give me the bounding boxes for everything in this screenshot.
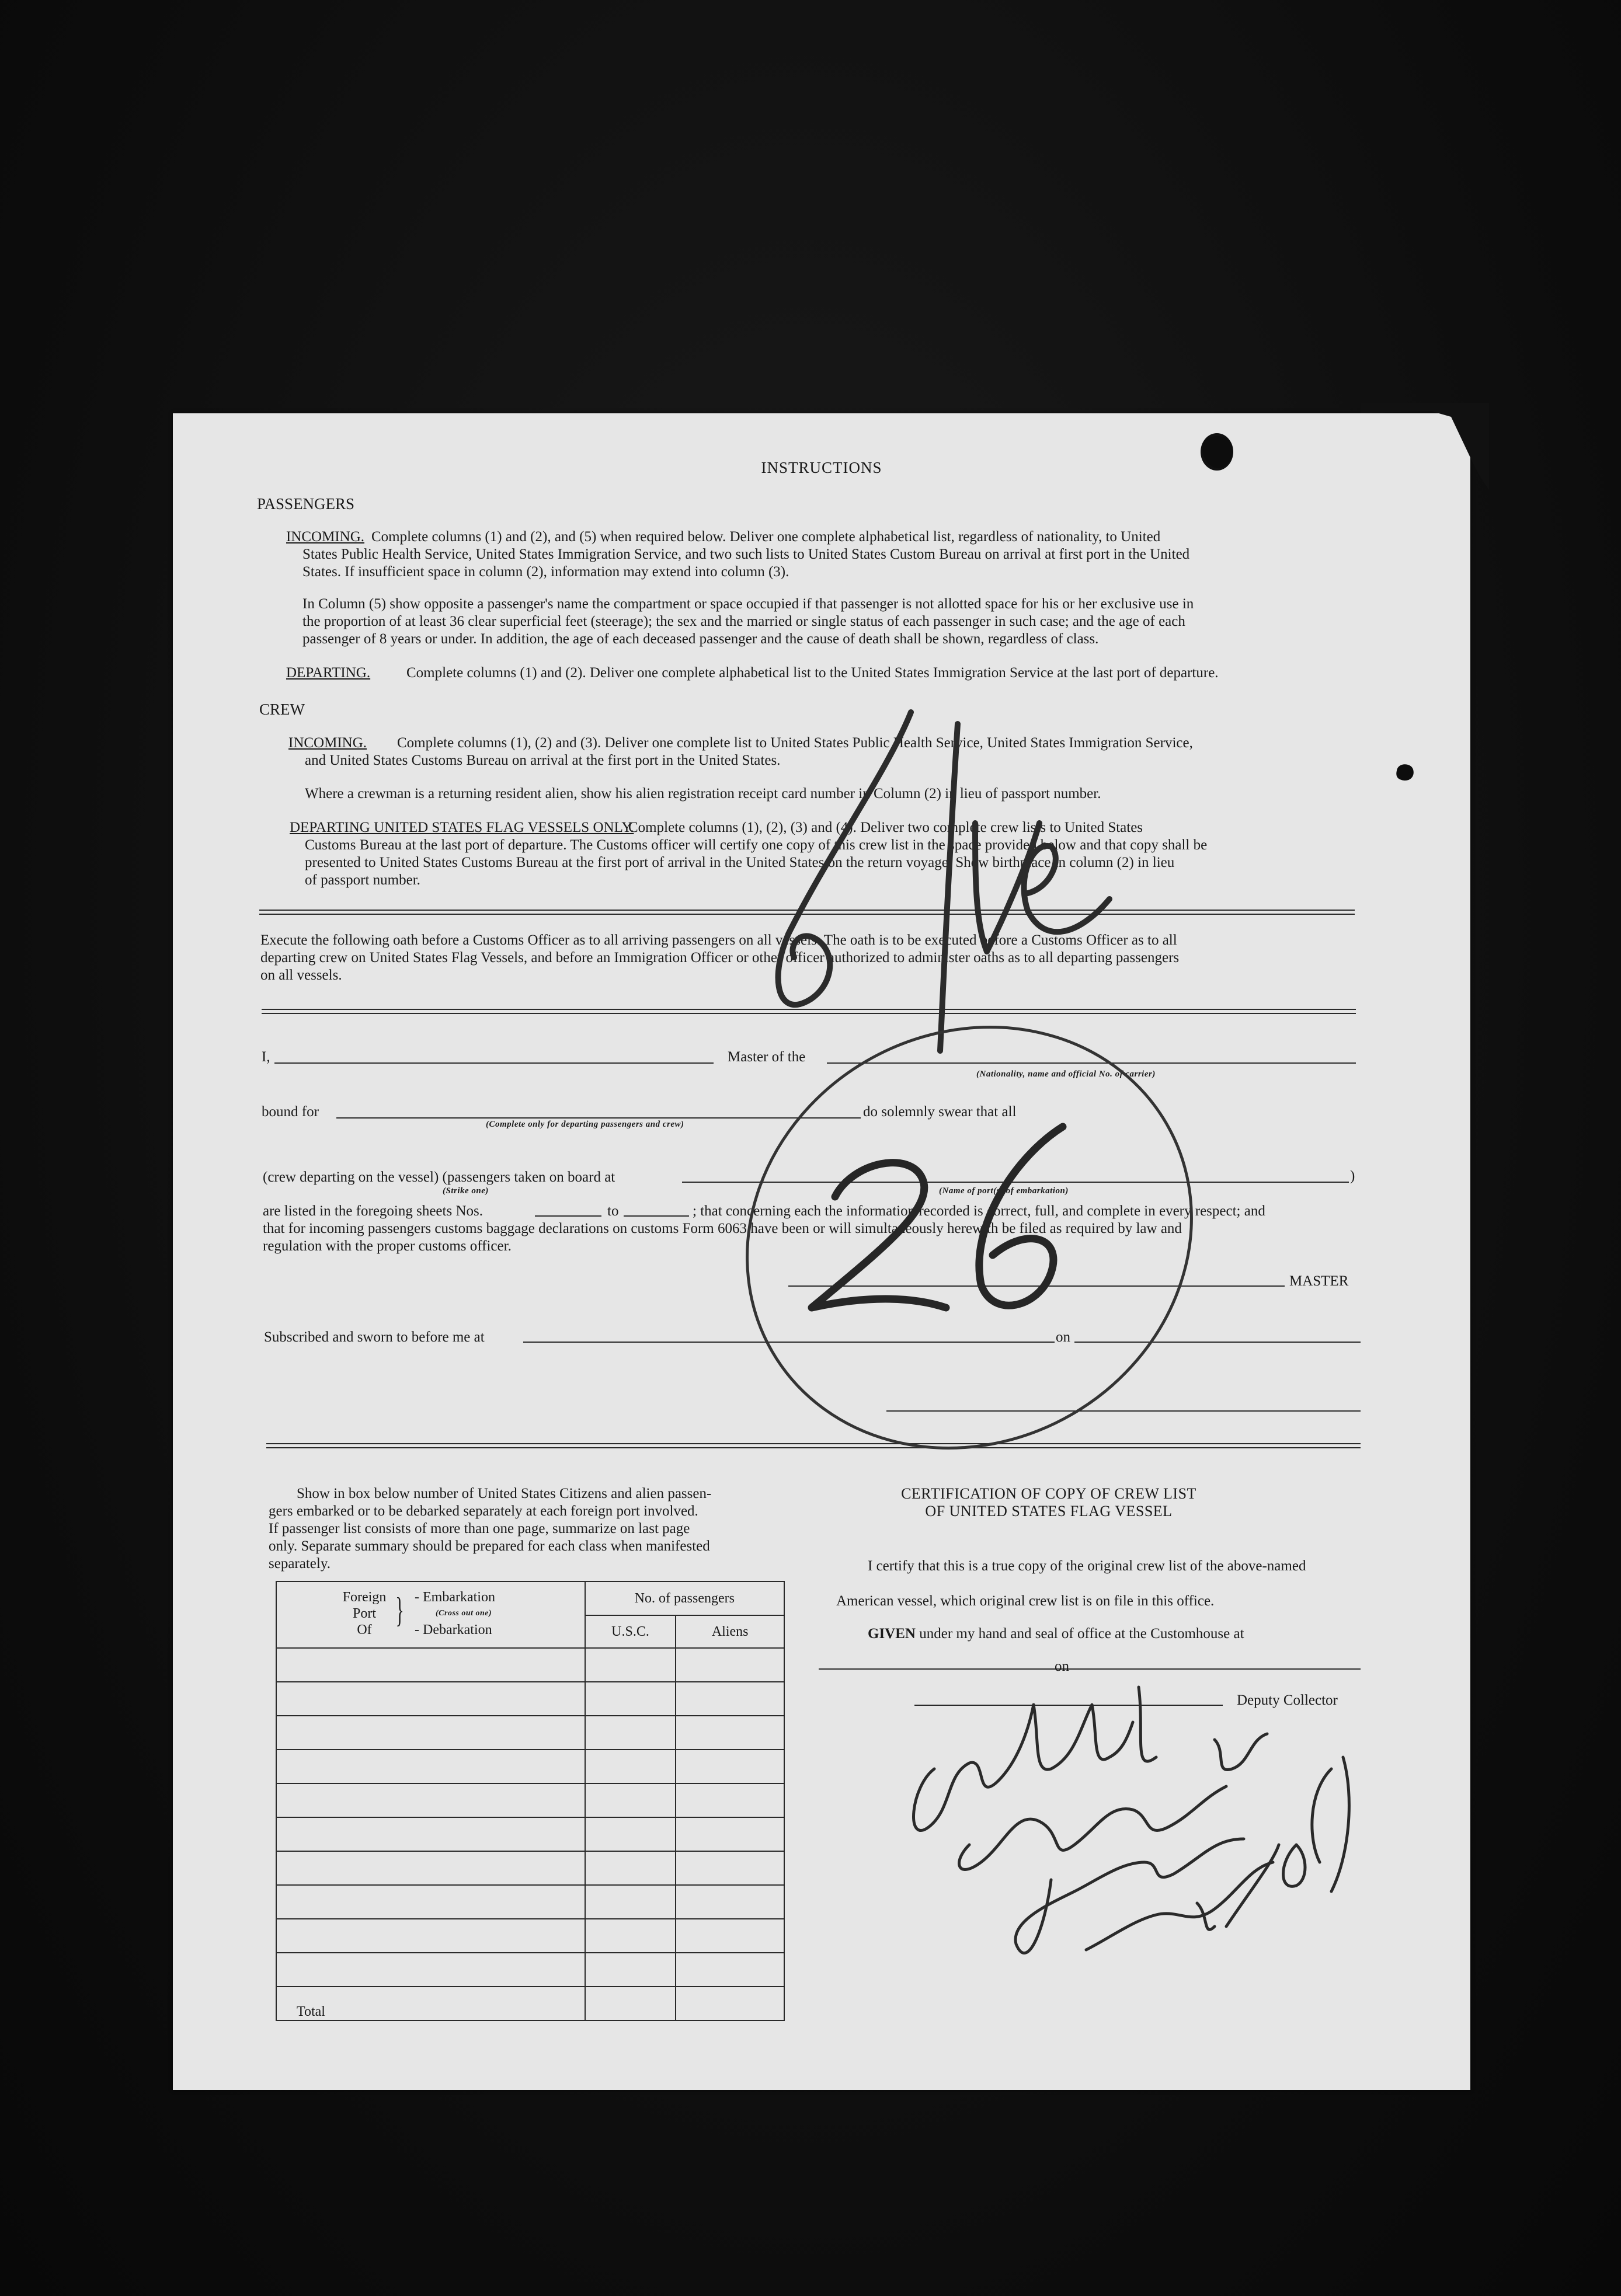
aliens-cell[interactable] [676,1648,784,1682]
port-cell[interactable] [276,1783,585,1817]
crew-incoming-label: INCOMING. [288,735,367,751]
summary-row [276,1919,784,1953]
oath-i-label: I, [262,1049,270,1065]
certification-title-line2: OF UNITED STATES FLAG VESSEL [925,1503,1173,1520]
crew-resident-alien: Where a crewman is a returning resident alien, show his alien registration receipt card number in Column (2) in lieu of passport number. [305,786,1101,802]
certification-title-line1: CERTIFICATION OF COPY OF CREW LIST [901,1485,1196,1502]
crew-departing-line1: Complete columns (1), (2), (3) and (4). Deliver two complete crew lists to United States [628,820,1143,835]
hole-punch-right [1393,760,1417,783]
port-cell[interactable] [276,1885,585,1919]
deputy-collector-label: Deputy Collector [1237,1692,1338,1708]
summary-instruction-line4: only. Separate summary should be prepared for each class when manifested [269,1538,710,1554]
summary-row [276,1750,784,1783]
aliens-cell[interactable] [676,1716,784,1750]
summary-instruction-line5: separately. [269,1556,331,1572]
handwritten-circled-26 [689,1004,1238,1471]
debarkation-label: - Debarkation [415,1622,492,1637]
oath-subscribed-label: Subscribed and sworn to before me at [264,1329,485,1345]
handwritten-signature [899,1670,1366,1985]
port-cell[interactable] [276,1817,585,1851]
aliens-cell[interactable] [676,1885,784,1919]
total-usc-cell[interactable] [585,1987,676,2020]
oath-master-label: MASTER [1289,1273,1349,1289]
column5-line1: In Column (5) show opposite a passenger's name the compartment or space occupied if that passenger is not allotted space for his or her exclusive use in [302,596,1194,612]
passengers-incoming-line1: Complete columns (1) and (2), and (5) when required below. Deliver one complete alphabetical list, regardless of nationality, to United [371,529,1161,545]
oath-crew-departing-label: (crew departing on the vessel) (passengers taken on board at [263,1169,615,1185]
oath-listed-line2: that for incoming passengers customs baggage declarations on customs Form 6063 have been or will simultaneously herewith be filed as required by law and [263,1221,1182,1236]
hole-punch-top [1197,432,1238,473]
usc-cell[interactable] [585,1716,676,1750]
crew-departing-line4: of passport number. [305,872,420,888]
oath-instruction-line1: Execute the following oath before a Customs Officer as to all arriving passengers on all vessels. The oath is to be executed before a Customs Officer as to all [260,932,1177,948]
aliens-cell[interactable] [676,1953,784,1987]
column5-line2: the proportion of at least 36 clear superficial feet (steerage); the sex and the married or single status of each passenger in such case; and the age of each [302,614,1185,629]
passengers-incoming-label: INCOMING. [286,529,365,545]
given-line: GIVEN under my hand and seal of office at the Customhouse at [868,1626,1244,1642]
crew-departing-line3: presented to United States Customs Bureau at the first port of arrival in the United States on the return voyage. Show birthplace in column (2) in lieu [305,855,1175,870]
certify-line1: I certify that this is a true copy of the original crew list of the above-named [868,1558,1306,1574]
certify-line2: American vessel, which original crew list is on file in this office. [836,1593,1215,1609]
usc-cell[interactable] [585,1682,676,1716]
crew-incoming-line1: Complete columns (1), (2) and (3). Deliver one complete list to United States Public Health Service, United States Immigration Service, [397,735,1193,751]
port-cell[interactable] [276,1750,585,1783]
port-cell[interactable] [276,1682,585,1716]
summary-instruction-line2: gers embarked or to be debarked separately at each foreign port involved. [269,1503,698,1519]
port-cell[interactable] [276,1851,585,1885]
crew-departing-line2: Customs Bureau at the last port of departure. The Customs officer will certify one copy of this crew list in the space provided below and that copy shall be [305,837,1208,853]
oath-listed-label: are listed in the foregoing sheets Nos. [263,1203,483,1219]
oath-to-label: to [607,1203,619,1219]
certification-title [844,1485,1253,1520]
port-cell[interactable] [276,1716,585,1750]
summary-row [276,1682,784,1716]
port-cell[interactable] [276,1953,585,1987]
of-label: Of [357,1622,372,1637]
crew-heading: CREW [259,701,305,718]
port-cell[interactable] [276,1919,585,1953]
crew-departing-label: DEPARTING UNITED STATES FLAG VESSELS ONLY. [290,820,634,835]
summary-row [276,1716,784,1750]
summary-row [276,1817,784,1851]
usc-cell[interactable] [585,1783,676,1817]
page-title: INSTRUCTIONS [761,459,882,476]
foreign-label: Foreign [342,1590,387,1605]
brace-icon: } [395,1591,404,1629]
passengers-incoming-line3: States. If insufficient space in column (2), information may extend into column (3). [302,564,789,580]
passengers-departing-text: Complete columns (1) and (2). Deliver one complete alphabetical list to the United States Immigration Service at the last port of departure. [406,665,1219,681]
oath-listed-rest: ; that concerning each the information recorded is correct, full, and complete in every respect; and [693,1203,1265,1219]
usc-cell[interactable] [585,1953,676,1987]
port-header-cell [276,1581,585,1648]
total-label: Total [276,1987,585,2020]
nationality-note: (Nationality, name and official No. of carrier) [976,1069,1156,1079]
column5-line3: passenger of 8 years or under. In addition, the age of each deceased passenger and the cause of death shall be shown, regardless of class. [302,631,1099,647]
oath-instruction-line3: on all vessels. [260,967,342,983]
aliens-cell[interactable] [676,1817,784,1851]
port-cell[interactable] [276,1648,585,1682]
aliens-cell[interactable] [676,1851,784,1885]
usc-cell[interactable] [585,1750,676,1783]
summary-row [276,1953,784,1987]
cross-out-note: (Cross out one) [436,1609,492,1618]
bound-for-note: (Complete only for departing passengers and crew) [486,1120,684,1129]
passengers-departing-label: DEPARTING. [286,665,371,681]
passengers-heading: PASSENGERS [257,495,355,513]
num-passengers-header: No. of passengers [585,1581,784,1615]
usc-header: U.S.C. [585,1615,676,1648]
torn-corner [1361,403,1489,520]
crew-incoming-line2: and United States Customs Bureau on arrival at the first port in the United States. [305,752,781,768]
aliens-cell[interactable] [676,1919,784,1953]
summary-row [276,1851,784,1885]
port-note: (Name of port(s) of embarkation) [939,1186,1069,1196]
aliens-cell[interactable] [676,1750,784,1783]
aliens-cell[interactable] [676,1682,784,1716]
oath-bound-for-label: bound for [262,1104,319,1120]
summary-instruction-line1: Show in box below number of United States Citizens and alien passen- [297,1486,712,1501]
usc-cell[interactable] [585,1817,676,1851]
usc-cell[interactable] [585,1885,676,1919]
aliens-cell[interactable] [676,1783,784,1817]
oath-instruction-line2: departing crew on United States Flag Vessels, and before an Immigration Officer or other officer authorized to administer oaths as to all departing passengers [260,950,1180,966]
aliens-header: Aliens [676,1615,784,1648]
total-aliens-cell[interactable] [676,1987,784,2020]
certification-on-label: on [1055,1659,1069,1674]
summary-instruction-line3: If passenger list consists of more than one page, summarize on last page [269,1521,690,1537]
usc-cell[interactable] [585,1851,676,1885]
passenger-summary-table [276,1581,785,2021]
usc-cell[interactable] [585,1919,676,1953]
oath-on-label: on [1056,1329,1070,1345]
sheet-to-field[interactable] [624,1215,689,1217]
port-label: Port [352,1606,376,1621]
summary-row [276,1648,784,1682]
embarkation-label: - Embarkation [415,1590,495,1605]
oath-master-of-label: Master of the [728,1049,806,1065]
passengers-incoming-line2: States Public Health Service, United States Immigration Service, and two such lists to United States Custom Bureau on arrival at first port in the United [302,546,1190,562]
master-name-field[interactable] [274,1062,714,1064]
usc-cell[interactable] [585,1648,676,1682]
sheet-from-field[interactable] [535,1215,601,1217]
oath-close-paren: ) [1350,1168,1355,1184]
oath-swear-label: do solemnly swear that all [863,1104,1017,1120]
summary-row [276,1885,784,1919]
oath-listed-line3: regulation with the proper customs officer. [263,1238,512,1254]
summary-row [276,1783,784,1817]
strike-note: (Strike one) [443,1186,489,1196]
